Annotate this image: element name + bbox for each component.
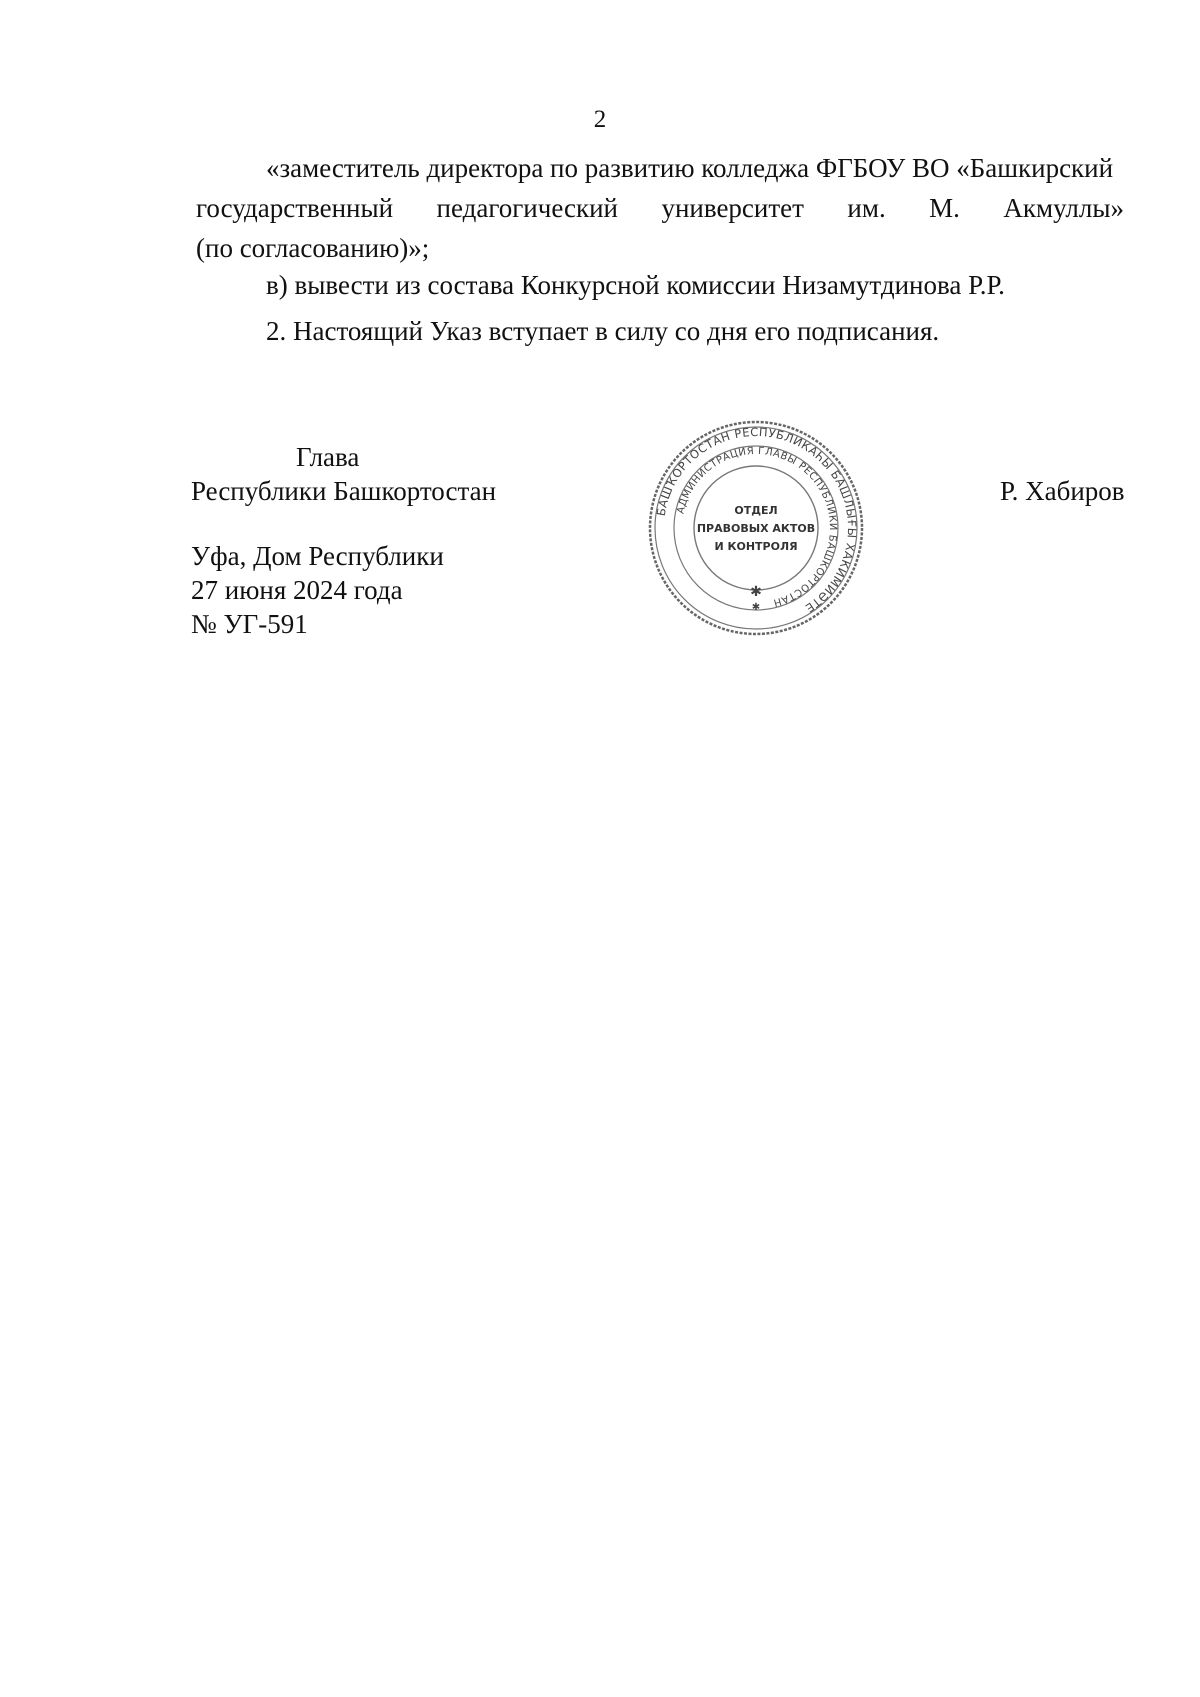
seal-outer-text: БАШҠОРТОСТАН РЕСПУБЛИКАҺЫ БАШЛЫҒЫ ХАКИМИӘТЕ [653, 424, 860, 616]
seal-center-line1: ОТДЕЛ [734, 504, 778, 517]
seal-star-icon: ✱ [751, 602, 761, 613]
signatory-title-line1: Глава [296, 442, 360, 472]
paragraph-word: университет [661, 193, 804, 223]
seal-center-line2: ПРАВОВЫХ АКТОВ [696, 522, 816, 535]
paragraph-effective-date: 2. Настоящий Указ вступает в силу со дня его подписания. [266, 316, 940, 346]
official-seal-stamp [646, 418, 866, 638]
seal-center-line3: И КОНТРОЛЯ [714, 540, 798, 553]
signatory-name: Р. Хабиров [1000, 476, 1125, 506]
signatory-title-line2: Республики Башкортостан [191, 476, 497, 506]
signing-place: Уфа, Дом Республики [191, 541, 444, 571]
paragraph-word: им. [847, 193, 886, 223]
paragraph-line: «заместитель директора по развитию колледжа ФГБОУ ВО «Башкирский [266, 153, 1114, 183]
paragraph-line: (по согласованию)»; [196, 233, 430, 263]
paragraph-word: Акмуллы» [1003, 193, 1124, 223]
decree-number: № УГ-591 [191, 609, 308, 639]
seal-icon [646, 418, 866, 638]
paragraph-word: государственный [196, 193, 394, 223]
paragraph-word: М. [929, 193, 960, 223]
signing-date: 27 июня 2024 года [191, 575, 403, 605]
paragraph-remove-member: в) вывести из состава Конкурсной комиссии Низамутдинова Р.Р. [266, 270, 1005, 300]
page-number: 2 [593, 106, 607, 133]
seal-star-icon: ✱ [750, 584, 762, 600]
seal-inner-text: АДМИНИСТРАЦИЯ ГЛАВЫ РЕСПУБЛИКИ БАШКОРТОСТАН [675, 445, 839, 608]
paragraph-amendment [196, 148, 1124, 268]
paragraph-word: педагогический [436, 193, 618, 223]
paragraph-line-justified [196, 188, 1124, 228]
